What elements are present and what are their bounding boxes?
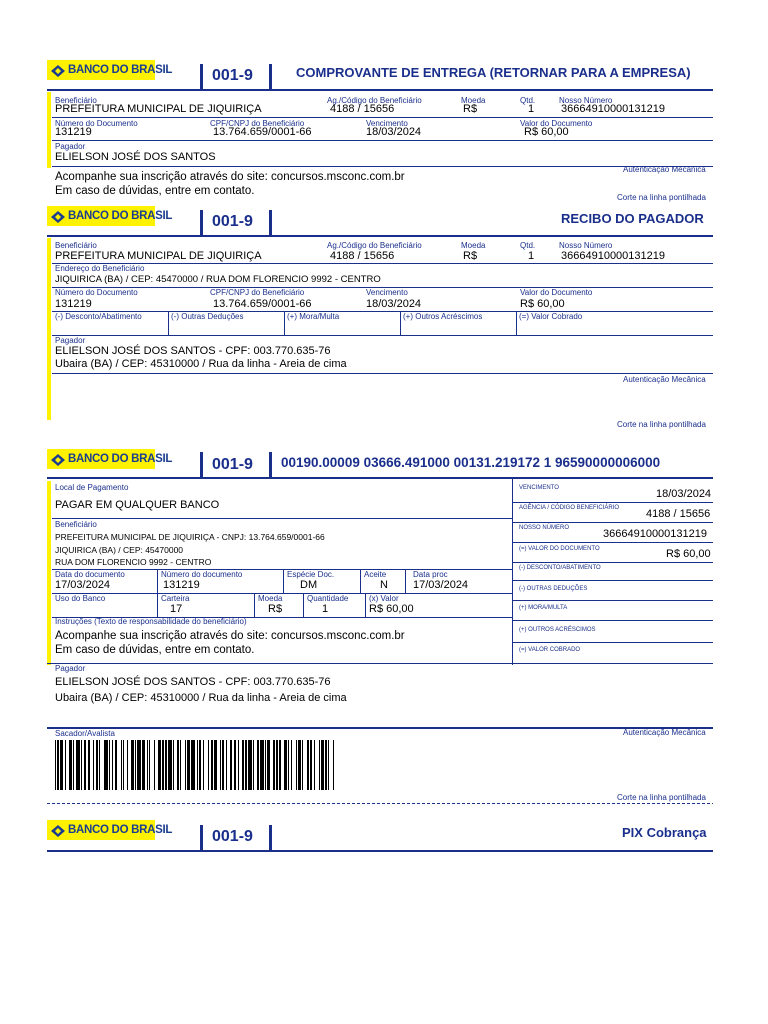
- label: NOSSO NÚMERO: [519, 525, 570, 531]
- beneficiario-value: PREFEITURA MUNICIPAL DE JIQUIRIÇA - CNPJ: 13.764.659/0001-66: [55, 532, 325, 542]
- vencimento-value: 18/03/2024: [656, 488, 712, 500]
- cpf-value: 13.764.659/0001-66: [213, 126, 312, 138]
- label: Instruções (Texto de responsabilidade do beneficiário): [55, 617, 247, 626]
- moeda-value: R$: [463, 103, 478, 115]
- corte-label: Corte na linha pontilhada: [617, 193, 706, 202]
- divider: [400, 311, 401, 335]
- beneficiario-city: JIQUIRICA (BA) / CEP: 45470000: [55, 545, 184, 555]
- rule: [52, 140, 713, 141]
- info-text: Em caso de dúvidas, entre em contato.: [55, 185, 255, 197]
- label: Local de Pagamento: [55, 483, 129, 492]
- divider: [269, 210, 272, 236]
- nosso-numero-value: 36664910000131219: [603, 528, 708, 540]
- rule: [513, 522, 713, 523]
- bank-logo-text: BANCO DO BRASIL: [68, 210, 173, 222]
- bank-logo: [47, 206, 173, 226]
- divider: [200, 825, 203, 851]
- corte-label: Corte na linha pontilhada: [617, 420, 706, 429]
- rule: [513, 642, 713, 643]
- numdoc-value: 131219: [163, 579, 200, 591]
- label: Aceite: [364, 570, 387, 579]
- label: Nosso Número: [559, 241, 613, 250]
- rule: [47, 850, 713, 852]
- cut-line: [47, 803, 713, 804]
- rule: [513, 620, 713, 621]
- divider: [200, 452, 203, 478]
- bank-code: 001-9: [212, 828, 253, 845]
- rule: [52, 335, 713, 336]
- vencimento-value: 18/03/2024: [366, 298, 422, 310]
- bank-logo-text: BANCO DO BRASIL: [68, 453, 173, 465]
- bank-logo: [47, 60, 173, 80]
- label: Número do documento: [161, 570, 243, 579]
- bank-code: 001-9: [212, 213, 253, 230]
- local-pagamento-value: PAGAR EM QUALQUER BANCO: [55, 499, 220, 511]
- section-title: RECIBO DO PAGADOR: [561, 211, 704, 226]
- bank-logo: [47, 449, 173, 469]
- valor-value: R$ 60,00: [520, 298, 565, 310]
- label: Moeda: [461, 96, 486, 105]
- rule: [513, 562, 713, 563]
- nosso-numero-value: 36664910000131219: [561, 103, 666, 115]
- dataproc-value: 17/03/2024: [413, 579, 469, 591]
- moeda-value: R$: [268, 603, 283, 615]
- bank-logo-text: BANCO DO BRASIL: [68, 824, 173, 836]
- label: Ag./Código do Beneficiário: [327, 96, 422, 105]
- datadoc-value: 17/03/2024: [55, 579, 111, 591]
- bank-logo: [47, 820, 173, 840]
- divider: [157, 593, 158, 617]
- label: Beneficiário: [55, 241, 97, 250]
- corte-label: Corte na linha pontilhada: [617, 793, 706, 802]
- quantidade-value: 1: [322, 603, 329, 615]
- label: Data do documento: [55, 570, 125, 579]
- divider: [269, 825, 272, 851]
- rule: [47, 663, 713, 664]
- label: Data proc: [413, 570, 448, 579]
- especie-value: DM: [300, 579, 318, 591]
- label: Moeda: [258, 594, 283, 603]
- endereco-value: JIQUIRICA (BA) / CEP: 45470000 / RUA DOM FLORENCIO 9992 - CENTRO: [55, 274, 381, 285]
- label: Valor do Documento: [520, 119, 593, 128]
- yellow-marker: [47, 481, 51, 665]
- label: (+) Mora/Multa: [287, 312, 340, 321]
- label: Espécie Doc.: [287, 570, 335, 579]
- rule: [513, 542, 713, 543]
- label: Carteira: [161, 594, 190, 603]
- divider: [254, 593, 255, 617]
- rule: [513, 580, 713, 581]
- rule: [47, 727, 713, 729]
- rule: [52, 117, 713, 118]
- bank-symbol-icon: [51, 453, 65, 465]
- label: Quantidade: [307, 594, 349, 603]
- aceite-value: N: [380, 579, 388, 591]
- divider: [168, 311, 169, 335]
- label: Número do Documento: [55, 288, 138, 297]
- rule: [52, 373, 713, 374]
- bank-logo-text: BANCO DO BRASIL: [68, 64, 173, 76]
- rule: [52, 263, 713, 264]
- label: (-) Desconto/Abatimento: [55, 312, 142, 321]
- rule: [52, 166, 713, 167]
- divider: [360, 569, 361, 593]
- label: Vencimento: [366, 119, 408, 128]
- pagador-endereco: Ubaira (BA) / CEP: 45310000 / Rua da linha - Areia de cima: [55, 692, 347, 704]
- agcod-value: 4188 / 15656: [646, 508, 711, 520]
- pagador-endereco: Ubaira (BA) / CEP: 45310000 / Rua da linha - Areia de cima: [55, 358, 347, 370]
- label: Pagador: [55, 664, 86, 673]
- divider: [516, 311, 517, 335]
- qtd-value: 1: [528, 250, 535, 262]
- section-title: PIX Cobrança: [622, 825, 707, 840]
- divider: [512, 479, 513, 665]
- agcod-value: 4188 / 15656: [330, 103, 395, 115]
- qtd-value: 1: [528, 103, 535, 115]
- agcod-value: 4188 / 15656: [330, 250, 395, 262]
- label: (-) Outras Deduções: [171, 312, 244, 321]
- nosso-numero-value: 36664910000131219: [561, 250, 666, 262]
- pagador-value: ELIELSON JOSÉ DOS SANTOS - CPF: 003.770.635-76: [55, 345, 331, 357]
- yellow-marker: [47, 238, 51, 420]
- rule: [47, 235, 713, 237]
- bank-code: 001-9: [212, 67, 253, 84]
- linha-digitavel: 00190.00009 03666.491000 00131.219172 1 96590000006000: [281, 455, 661, 470]
- divider: [200, 210, 203, 236]
- divider: [200, 64, 203, 90]
- label: Endereço do Beneficiário: [55, 264, 145, 273]
- divider: [303, 593, 304, 617]
- bank-symbol-icon: [51, 64, 65, 76]
- label: Beneficiário: [55, 96, 97, 105]
- label: CPF/CNPJ do Beneficiário: [210, 288, 305, 297]
- label: AGÊNCIA / CÓDIGO BENEFICIÁRIO: [519, 505, 620, 511]
- label: CPF/CNPJ do Beneficiário: [210, 119, 305, 128]
- section-title: COMPROVANTE DE ENTREGA (RETORNAR PARA A EMPRESA): [296, 65, 691, 80]
- label: (+) MORA/MULTA: [519, 605, 568, 611]
- rule: [513, 600, 713, 601]
- label: Qtd.: [520, 96, 536, 105]
- bank-symbol-icon: [51, 824, 65, 836]
- label: Sacador/Avalista: [55, 729, 115, 738]
- label: Uso do Banco: [55, 594, 106, 603]
- barcode: [55, 740, 550, 790]
- label: Número do Documento: [55, 119, 138, 128]
- bank-code: 001-9: [212, 456, 253, 473]
- label: (-) DESCONTO/ABATIMENTO: [519, 565, 601, 571]
- label: (+) OUTROS ACRÉSCIMOS: [519, 627, 596, 633]
- beneficiario-value: PREFEITURA MUNICIPAL DE JIQUIRIÇA: [55, 103, 262, 115]
- label: Pagador: [55, 142, 86, 151]
- carteira-value: 17: [170, 603, 183, 615]
- divider: [284, 311, 285, 335]
- info-text: Acompanhe sua inscrição através do site: concursos.msconc.com.br: [55, 171, 405, 183]
- label: (=) Valor Cobrado: [519, 312, 583, 321]
- label: Vencimento: [366, 288, 408, 297]
- divider: [365, 593, 366, 617]
- cpf-value: 13.764.659/0001-66: [213, 298, 312, 310]
- divider: [405, 569, 406, 593]
- label: Pagador: [55, 336, 86, 345]
- bank-symbol-icon: [51, 210, 65, 222]
- beneficiario-value: PREFEITURA MUNICIPAL DE JIQUIRIÇA: [55, 250, 262, 262]
- rule: [47, 477, 713, 479]
- label: (=) VALOR COBRADO: [519, 647, 581, 653]
- label: Qtd.: [520, 241, 536, 250]
- label: (-) OUTRAS DEDUÇÕES: [519, 586, 588, 592]
- label: Beneficiário: [55, 520, 97, 529]
- divider: [269, 64, 272, 90]
- barcode-bar: [334, 740, 335, 790]
- valor-value: R$ 60,00: [666, 548, 711, 560]
- label: (x) Valor: [369, 594, 399, 603]
- label: Valor do Documento: [520, 288, 593, 297]
- numdoc-value: 131219: [55, 126, 92, 138]
- moeda-value: R$: [463, 250, 478, 262]
- autenticacao-label: Autenticação Mecânica: [623, 728, 706, 737]
- numdoc-value: 131219: [55, 298, 92, 310]
- rule: [52, 518, 512, 519]
- label: Nosso Número: [559, 96, 613, 105]
- instrucoes-text: Em caso de dúvidas, entre em contato.: [55, 644, 255, 656]
- pagador-value: ELIELSON JOSÉ DOS SANTOS: [55, 151, 216, 163]
- instrucoes-text: Acompanhe sua inscrição através do site: concursos.msconc.com.br: [55, 630, 405, 642]
- xvalor-value: R$ 60,00: [369, 603, 414, 615]
- label: (=) VALOR DO DOCUMENTO: [519, 546, 600, 552]
- autenticacao-label: Autenticação Mecânica: [623, 165, 706, 174]
- vencimento-value: 18/03/2024: [366, 126, 422, 138]
- rule: [52, 311, 713, 312]
- label: (+) Outros Acréscimos: [403, 312, 483, 321]
- label: Ag./Código do Beneficiário: [327, 241, 422, 250]
- beneficiario-address: RUA DOM FLORENCIO 9992 - CENTRO: [55, 557, 212, 567]
- rule: [47, 89, 713, 91]
- divider: [269, 452, 272, 478]
- rule: [513, 502, 713, 503]
- label: Moeda: [461, 241, 486, 250]
- valor-value: R$ 60,00: [524, 126, 569, 138]
- autenticacao-label: Autenticação Mecânica: [623, 375, 706, 384]
- pagador-value: ELIELSON JOSÉ DOS SANTOS - CPF: 003.770.635-76: [55, 676, 331, 688]
- label: VENCIMENTO: [519, 485, 559, 491]
- divider: [157, 569, 158, 593]
- yellow-marker: [47, 92, 51, 168]
- divider: [283, 569, 284, 593]
